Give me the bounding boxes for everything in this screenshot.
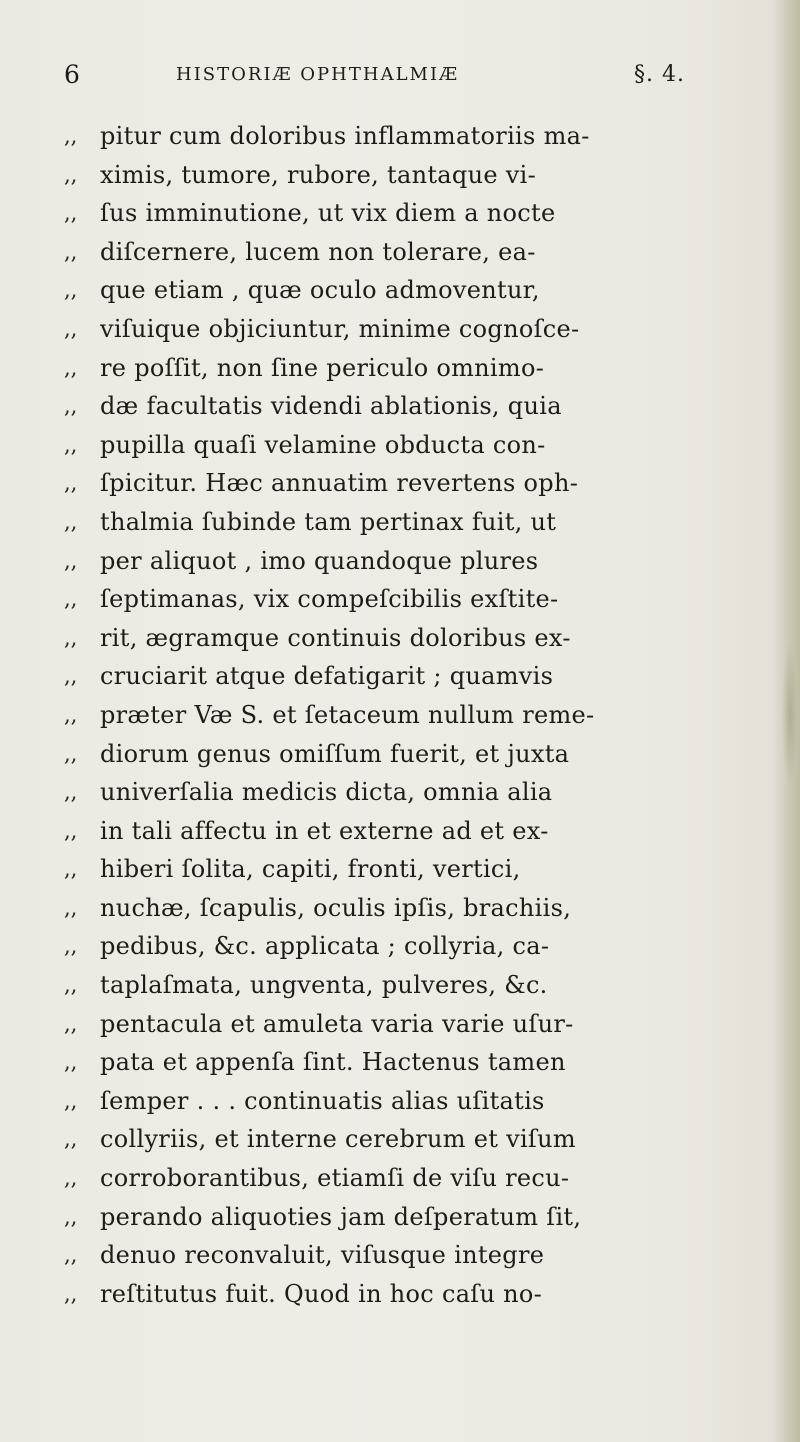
text-line	[64, 1198, 724, 1237]
quote-mark: ,,	[64, 1204, 78, 1229]
quote-mark: ,,	[64, 548, 78, 573]
text-line	[64, 542, 724, 581]
text-line	[64, 1275, 724, 1314]
text-line	[64, 735, 724, 774]
body-text	[64, 117, 724, 1313]
text-line	[64, 233, 724, 272]
line-text: reſtitutus fuit. Quod in hoc caſu no-	[100, 1279, 543, 1308]
line-text: collyriis, et interne cerebrum et viſum	[100, 1125, 576, 1154]
text-line	[64, 156, 724, 195]
quote-mark: ,,	[64, 432, 78, 457]
text-line	[64, 773, 724, 812]
text-line	[64, 349, 724, 388]
line-text: nuchæ, ſcapulis, oculis ipſis, brachiis,	[100, 893, 572, 922]
text-line	[64, 503, 724, 542]
line-text: thalmia ſubinde tam pertinax fuit, ut	[100, 507, 557, 536]
quote-mark: ,,	[64, 1011, 78, 1036]
quote-mark: ,,	[64, 1088, 78, 1113]
text-line	[64, 850, 724, 889]
line-text: que etiam , quæ oculo admoventur,	[100, 276, 540, 305]
line-text: in tali affectu in et externe ad et ex-	[100, 816, 549, 845]
text-line	[64, 696, 724, 735]
quote-mark: ,,	[64, 316, 78, 341]
quote-mark: ,,	[64, 818, 78, 843]
text-line	[64, 271, 724, 310]
quote-mark: ,,	[64, 355, 78, 380]
quote-mark: ,,	[64, 162, 78, 187]
section-reference: §. 4.	[634, 62, 685, 87]
quote-mark: ,,	[64, 702, 78, 727]
line-text: ſemper . . . continuatis alias uſitatis	[100, 1086, 545, 1115]
quote-mark: ,,	[64, 471, 78, 496]
text-line	[64, 310, 724, 349]
line-text: pitur cum doloribus inflammatoriis ma-	[100, 122, 590, 150]
text-line	[64, 117, 724, 156]
quote-mark: ,,	[64, 1166, 78, 1191]
text-line	[64, 1043, 724, 1082]
page-number: 6	[64, 60, 80, 89]
line-text: cruciarit atque defatigarit ; quamvis	[100, 662, 554, 691]
quote-mark: ,,	[64, 394, 78, 419]
text-line	[64, 1082, 724, 1121]
text-line	[64, 812, 724, 851]
line-text: ſpicitur. Hæc annuatim revertens oph-	[100, 469, 579, 498]
line-text: per aliquot , imo quandoque plures	[100, 546, 539, 575]
text-line	[64, 1159, 724, 1198]
quote-mark: ,,	[64, 973, 78, 998]
line-text: pedibus, &c. applicata ; collyria, ca-	[100, 932, 550, 961]
text-line	[64, 387, 724, 426]
running-title: HISTORIÆ OPHTHALMIÆ	[176, 64, 460, 85]
quote-mark: ,,	[64, 124, 78, 148]
quote-mark: ,,	[64, 741, 78, 766]
line-text: ximis, tumore, rubore, tantaque vi-	[100, 160, 536, 189]
line-text: perando aliquoties jam deſperatum ſit,	[100, 1202, 582, 1231]
line-text: taplaſmata, ungventa, pulveres, &c.	[100, 971, 548, 1000]
quote-mark: ,,	[64, 934, 78, 959]
text-line	[64, 889, 724, 928]
line-text: univerſalia medicis dicta, omnia alia	[100, 778, 553, 807]
text-line	[64, 1236, 724, 1275]
quote-mark: ,,	[64, 1050, 78, 1075]
line-text: viſuique objiciuntur, minime cognoſce-	[100, 314, 580, 343]
paper-stain	[782, 640, 798, 790]
quote-mark: ,,	[64, 1127, 78, 1152]
quote-mark: ,,	[64, 1281, 78, 1306]
text-line	[64, 927, 724, 966]
quote-mark: ,,	[64, 587, 78, 612]
line-text: dæ facultatis videndi ablationis, quia	[100, 392, 562, 421]
line-text: pata et appenſa ſint. Hactenus tamen	[100, 1048, 566, 1077]
page-header	[64, 60, 694, 96]
quote-mark: ,,	[64, 780, 78, 805]
text-line	[64, 1120, 724, 1159]
text-line	[64, 619, 724, 658]
quote-mark: ,,	[64, 509, 78, 534]
line-text: denuo reconvaluit, viſusque integre	[100, 1241, 545, 1270]
quote-mark: ,,	[64, 201, 78, 226]
line-text: hiberi ſolita, capiti, fronti, vertici,	[100, 855, 521, 884]
text-line	[64, 464, 724, 503]
quote-mark: ,,	[64, 664, 78, 689]
quote-mark: ,,	[64, 1243, 78, 1268]
quote-mark: ,,	[64, 857, 78, 882]
text-line	[64, 1005, 724, 1044]
quote-mark: ,,	[64, 895, 78, 920]
line-text: corroborantibus, etiamſi de viſu recu-	[100, 1164, 570, 1193]
quote-mark: ,,	[64, 239, 78, 264]
line-text: ſus imminutione, ut vix diem a nocte	[100, 199, 556, 228]
text-line	[64, 966, 724, 1005]
text-line	[64, 194, 724, 233]
line-text: præter Væ S. et ſetaceum nullum reme-	[100, 700, 595, 729]
line-text: diſcernere, lucem non tolerare, ea-	[100, 237, 536, 266]
line-text: re poſſit, non ſine periculo omnimo-	[100, 353, 545, 382]
line-text: pentacula et amuleta varia varie uſur-	[100, 1009, 574, 1038]
text-line	[64, 657, 724, 696]
text-line	[64, 426, 724, 465]
line-text: rit, ægramque continuis doloribus ex-	[100, 623, 571, 652]
line-text: diorum genus omiſſum fuerit, et juxta	[100, 739, 570, 768]
line-text: pupilla quaſi velamine obducta con-	[100, 430, 546, 459]
quote-mark: ,,	[64, 625, 78, 650]
quote-mark: ,,	[64, 278, 78, 303]
line-text: ſeptimanas, vix compeſcibilis exſtite-	[100, 585, 559, 614]
text-line	[64, 580, 724, 619]
